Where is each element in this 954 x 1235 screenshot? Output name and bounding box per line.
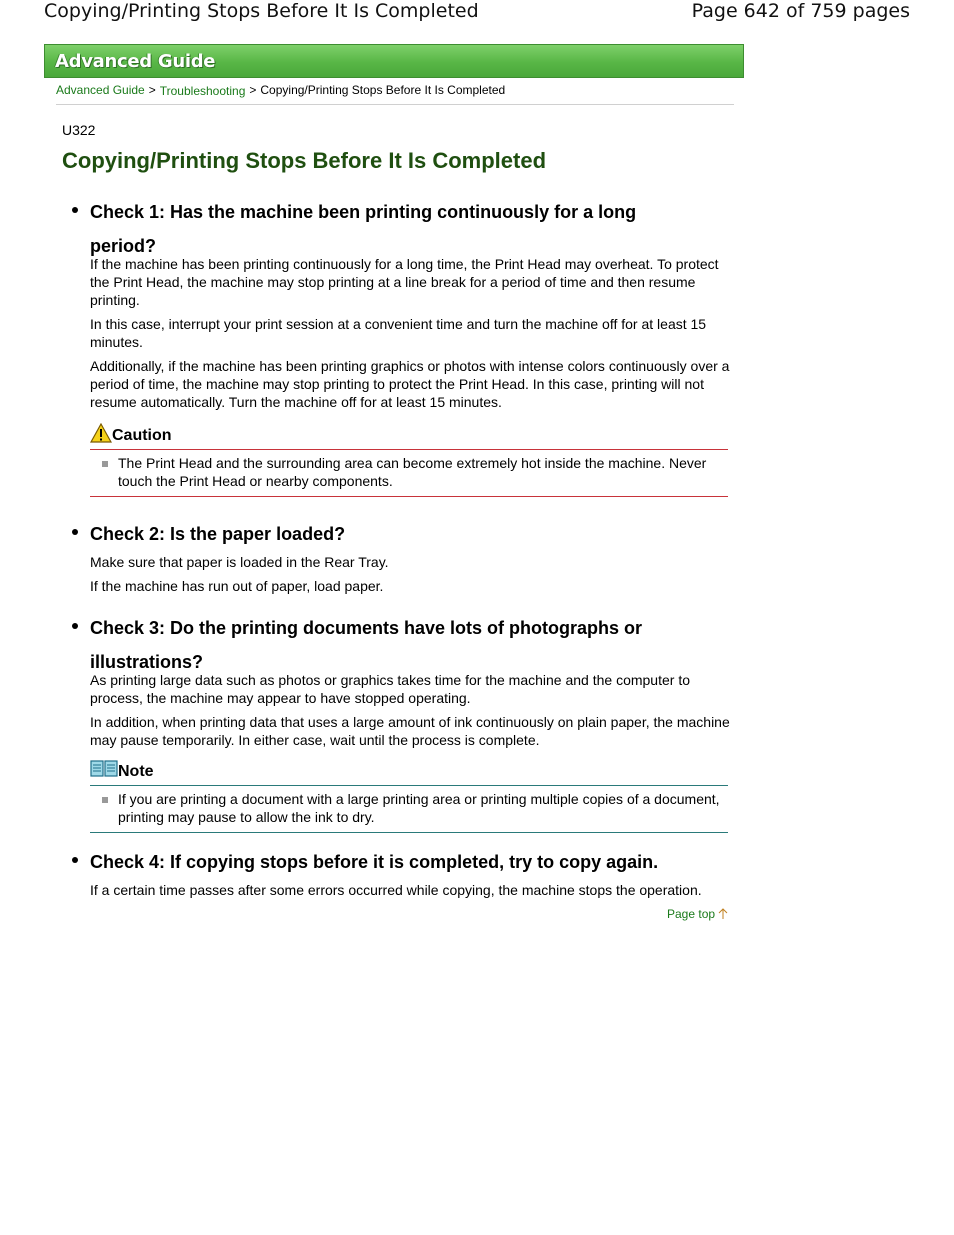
check-heading [90, 611, 730, 679]
paragraph: In this case, interrupt your print session at a convenient time and turn the machine off for at least 15 minutes. [90, 316, 707, 350]
caution-divider [90, 496, 728, 497]
check-heading-line: Check 4: If copying stops before it is completed, try to copy again. [90, 852, 659, 872]
note-label: Note [118, 762, 154, 780]
document-title: Copying/Printing Stops Before It Is Completed [44, 0, 479, 22]
note-header [90, 759, 728, 786]
square-bullet-icon [102, 797, 108, 803]
check-heading-line: period? [90, 236, 156, 256]
note-item-text: If you are printing a document with a large printing area or printing multiple copies of a document, printing may pause to allow the ink to dry. [118, 791, 720, 825]
paragraph: Make sure that paper is loaded in the Rear Tray. [90, 554, 389, 570]
note-box [90, 759, 728, 833]
paragraph: As printing large data such as photos or graphics takes time for the machine and the computer to process, the machine may appear to have stopped operating. [90, 672, 690, 706]
note-item [90, 790, 728, 826]
caution-list [90, 454, 728, 490]
breadcrumb-divider [56, 104, 734, 105]
page-top-label[interactable]: Page top [667, 907, 716, 921]
advanced-guide-banner [44, 44, 744, 78]
page-title: Copying/Printing Stops Before It Is Completed [62, 148, 547, 173]
breadcrumb-link-advanced-guide[interactable]: Advanced Guide [56, 83, 145, 97]
check-2 [70, 517, 730, 595]
check-1 [70, 195, 730, 497]
note-divider [90, 832, 728, 833]
caution-header [90, 423, 728, 450]
warning-triangle-icon [90, 423, 112, 448]
check-heading [90, 517, 730, 551]
breadcrumb-current: Copying/Printing Stops Before It Is Completed [260, 83, 506, 97]
paragraph: If the machine has been printing continuously for a long time, the Print Head may overheat. To protect the Print Head, the machine may stop printing at a line break for a period of time and then resume printing. [90, 256, 719, 308]
caution-item [90, 454, 728, 490]
caution-box [90, 423, 728, 497]
check-heading-line: Check 1: Has the machine been printing continuously for a long [90, 202, 637, 222]
check-heading-line: illustrations? [90, 652, 204, 672]
bullet-icon [72, 857, 78, 863]
page-top-link[interactable] [667, 907, 728, 921]
check-3 [70, 611, 730, 833]
check-heading-line: Check 2: Is the paper loaded? [90, 524, 346, 544]
breadcrumb [56, 83, 505, 97]
book-icon [90, 759, 118, 784]
check-heading [90, 195, 730, 263]
page-number: Page 642 of 759 pages [691, 0, 910, 22]
main-content [70, 195, 730, 905]
caution-label: Caution [112, 426, 172, 444]
paragraph: If the machine has run out of paper, load paper. [90, 578, 384, 594]
check-4 [70, 845, 730, 899]
caution-item-text: The Print Head and the surrounding area can become extremely hot inside the machine. Never touch the Print Head or nearby components. [118, 455, 707, 489]
bullet-icon [72, 623, 78, 629]
paragraph: Additionally, if the machine has been printing graphics or photos with intense colors continuously over a period of time, the machine may stop printing to protect the Print Head. In this case, printing will not resume automatically. Turn the machine off for at least 15 minutes. [90, 358, 730, 410]
banner-label: Advanced Guide [55, 51, 216, 72]
breadcrumb-separator: > [249, 83, 257, 97]
breadcrumb-link-troubleshooting[interactable]: Troubleshooting [159, 84, 246, 98]
check-heading [90, 845, 730, 879]
check-heading-line: Check 3: Do the printing documents have lots of photographs or [90, 618, 643, 638]
arrow-up-icon [718, 907, 728, 921]
paragraph: In addition, when printing data that uses a large amount of ink continuously on plain paper, the machine may pause temporarily. In either case, wait until the process is complete. [90, 714, 730, 748]
bullet-icon [72, 207, 78, 213]
note-list [90, 790, 728, 826]
square-bullet-icon [102, 461, 108, 467]
print-header [0, 0, 954, 30]
bullet-icon [72, 529, 78, 535]
page-code: U322 [62, 122, 96, 138]
paragraph: If a certain time passes after some errors occurred while copying, the machine stops the operation. [90, 882, 702, 898]
breadcrumb-separator: > [148, 83, 156, 97]
